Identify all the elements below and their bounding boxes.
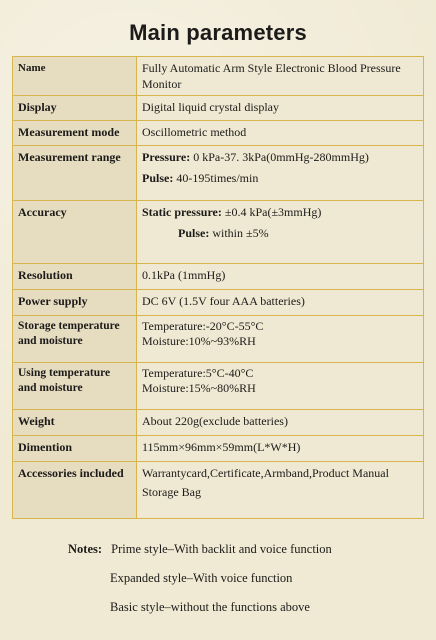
row-value: Digital liquid crystal display xyxy=(137,96,424,121)
row-value xyxy=(137,363,424,410)
row-value: About 220g(exclude batteries) xyxy=(137,410,424,436)
table-row xyxy=(13,264,424,290)
static-pressure-value: ±0.4 kPa(±3mmHg) xyxy=(221,205,322,219)
pulse-key: Pulse: xyxy=(142,171,174,185)
table-row xyxy=(13,57,424,96)
row-value xyxy=(137,462,424,519)
pressure-line xyxy=(142,149,418,165)
page-title: Main parameters xyxy=(129,20,307,45)
using-moisture: Moisture:15%~80%RH xyxy=(142,381,256,395)
table-row xyxy=(13,201,424,264)
row-value: Oscillometric method xyxy=(137,121,424,146)
storage-temperature: Temperature:-20°C-55°C xyxy=(142,319,264,333)
row-value: 115mm×96mm×59mm(L*W*H) xyxy=(137,436,424,462)
row-value: 0.1kPa (1mmHg) xyxy=(137,264,424,290)
storage-moisture: Moisture:10%~93%RH xyxy=(142,334,256,348)
row-label: Dimention xyxy=(13,436,137,462)
accessories-line-1: Warrantycard,Certificate,Armband,Product Manual xyxy=(142,466,389,480)
table-row xyxy=(13,316,424,363)
parameters-table xyxy=(12,56,424,519)
row-label: Power supply xyxy=(13,290,137,316)
pressure-key: Pressure: xyxy=(142,150,191,164)
row-value xyxy=(137,146,424,201)
pulse-value: 40-195times/min xyxy=(173,171,259,185)
note-prime-style: Prime style–With backlit and voice function xyxy=(111,542,332,556)
row-label: Accessories included xyxy=(13,462,137,519)
row-label: Using temperature and moisture xyxy=(13,363,137,410)
row-label: Weight xyxy=(13,410,137,436)
row-label: Name xyxy=(13,57,137,96)
table-row xyxy=(13,121,424,146)
row-value xyxy=(137,201,424,264)
row-label: Resolution xyxy=(13,264,137,290)
table-row xyxy=(13,146,424,201)
table-row xyxy=(13,410,424,436)
table-row xyxy=(13,290,424,316)
row-value xyxy=(137,316,424,363)
table-row xyxy=(13,96,424,121)
pulse-accuracy-key: Pulse: xyxy=(178,226,210,240)
static-pressure-line xyxy=(142,204,418,220)
note-expanded-style: Expanded style–With voice function xyxy=(110,571,293,585)
row-label: Measurement mode xyxy=(13,121,137,146)
row-value: Fully Automatic Arm Style Electronic Blood Pressure Monitor xyxy=(137,57,424,96)
pulse-line xyxy=(142,170,418,186)
using-temperature: Temperature:5°C-40°C xyxy=(142,366,254,380)
row-label: Accuracy xyxy=(13,201,137,264)
note-basic-style: Basic style–without the functions above xyxy=(110,600,310,614)
row-label: Measurement range xyxy=(13,146,137,201)
table-row xyxy=(13,363,424,410)
static-pressure-key: Static pressure: xyxy=(142,205,222,219)
row-label: Display xyxy=(13,96,137,121)
accessories-line-2: Storage Bag xyxy=(142,485,201,499)
pressure-value: 0 kPa-37. 3kPa(0mmHg-280mmHg) xyxy=(190,150,369,164)
table-row xyxy=(13,436,424,462)
row-value: DC 6V (1.5V four AAA batteries) xyxy=(137,290,424,316)
pulse-accuracy-value: within ±5% xyxy=(209,226,269,240)
notes-label: Notes: xyxy=(68,542,103,556)
row-label: Storage temperature and moisture xyxy=(13,316,137,363)
pulse-accuracy-line xyxy=(142,225,418,241)
table-row xyxy=(13,462,424,519)
notes-line-1 xyxy=(68,542,332,557)
